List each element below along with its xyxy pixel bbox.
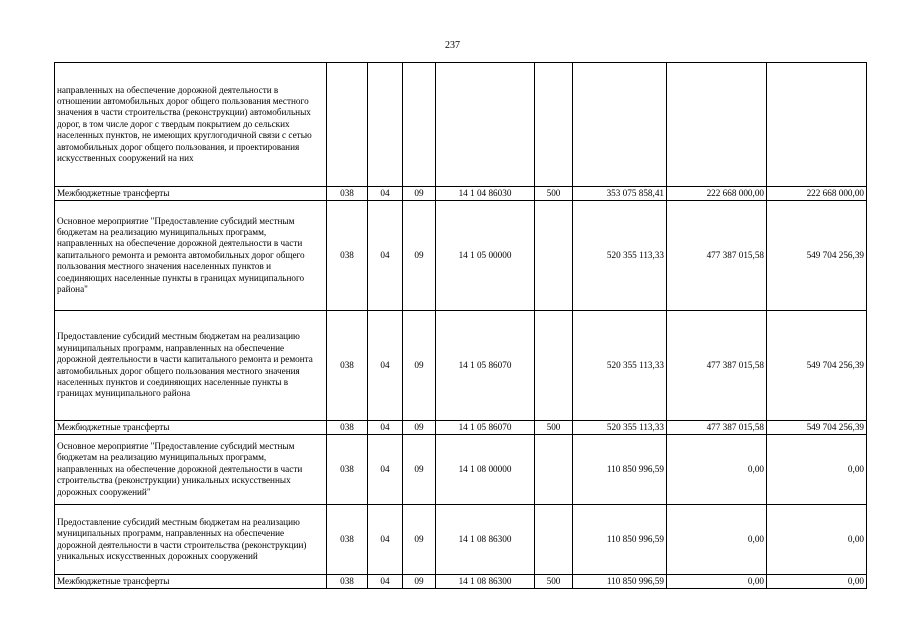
ministry-code-cell bbox=[327, 63, 368, 187]
target-article-cell bbox=[436, 63, 535, 187]
amount-year-1-cell: 353 075 858,41 bbox=[573, 187, 667, 201]
subsection-code-cell: 09 bbox=[403, 421, 436, 435]
amount-year-1-cell: 520 355 113,33 bbox=[573, 201, 667, 311]
expense-type-cell bbox=[535, 505, 573, 575]
amount-year-1-cell: 110 850 996,59 bbox=[573, 505, 667, 575]
section-code-cell: 04 bbox=[368, 201, 403, 311]
amount-year-3-cell: 222 668 000,00 bbox=[767, 187, 867, 201]
target-article-cell: 14 1 05 86070 bbox=[436, 421, 535, 435]
amount-year-1-cell: 520 355 113,33 bbox=[573, 311, 667, 421]
row-name-cell: Основное мероприятие "Предоставление субсидий местным бюджетам на реализацию муниципальных программ, направленных на обеспечение дорожной деятельности в части капитального ремонта и ремонта автомобильных дорог общего пользования местного значения населенных пунктов и соединяющих населенные пункты в границах муниципального района" bbox=[55, 201, 327, 311]
row-name-cell: Предоставление субсидий местным бюджетам на реализацию муниципальных программ, направленных на обеспечение дорожной деятельности в части капитального ремонта и ремонта автомобильных дорог общего пользования местного значения населенных пунктов и соединяющих населенные пункты в границах муниципального района bbox=[55, 311, 327, 421]
amount-year-3-cell: 0,00 bbox=[767, 575, 867, 589]
amount-year-3-cell bbox=[767, 63, 867, 187]
ministry-code-cell: 038 bbox=[327, 505, 368, 575]
amount-year-1-cell bbox=[573, 63, 667, 187]
amount-year-1-cell: 520 355 113,33 bbox=[573, 421, 667, 435]
section-code-cell: 04 bbox=[368, 421, 403, 435]
ministry-code-cell: 038 bbox=[327, 435, 368, 505]
amount-year-3-cell: 0,00 bbox=[767, 505, 867, 575]
row-name-cell: Межбюджетные трансферты bbox=[55, 187, 327, 201]
target-article-cell: 14 1 08 00000 bbox=[436, 435, 535, 505]
section-code-cell: 04 bbox=[368, 311, 403, 421]
subsection-code-cell: 09 bbox=[403, 187, 436, 201]
target-article-cell: 14 1 04 86030 bbox=[436, 187, 535, 201]
ministry-code-cell: 038 bbox=[327, 311, 368, 421]
amount-year-2-cell: 222 668 000,00 bbox=[667, 187, 767, 201]
table-row bbox=[55, 435, 867, 505]
table-row bbox=[55, 505, 867, 575]
section-code-cell: 04 bbox=[368, 187, 403, 201]
subsection-code-cell: 09 bbox=[403, 311, 436, 421]
expense-type-cell bbox=[535, 311, 573, 421]
amount-year-2-cell: 477 387 015,58 bbox=[667, 201, 767, 311]
ministry-code-cell: 038 bbox=[327, 201, 368, 311]
amount-year-1-cell: 110 850 996,59 bbox=[573, 575, 667, 589]
table-row bbox=[55, 311, 867, 421]
ministry-code-cell: 038 bbox=[327, 575, 368, 589]
amount-year-3-cell: 549 704 256,39 bbox=[767, 201, 867, 311]
expense-type-cell: 500 bbox=[535, 421, 573, 435]
table-row bbox=[55, 187, 867, 201]
target-article-cell: 14 1 05 00000 bbox=[436, 201, 535, 311]
amount-year-2-cell: 477 387 015,58 bbox=[667, 421, 767, 435]
row-name-cell: Основное мероприятие "Предоставление субсидий местным бюджетам на реализацию муниципальных программ, направленных на обеспечение дорожной деятельности в части строительства (реконструкции) уникальных искусственных дорожных сооружений" bbox=[55, 435, 327, 505]
table-row bbox=[55, 575, 867, 589]
subsection-code-cell: 09 bbox=[403, 435, 436, 505]
section-code-cell: 04 bbox=[368, 505, 403, 575]
amount-year-2-cell: 0,00 bbox=[667, 435, 767, 505]
amount-year-3-cell: 0,00 bbox=[767, 435, 867, 505]
target-article-cell: 14 1 08 86300 bbox=[436, 505, 535, 575]
section-code-cell: 04 bbox=[368, 575, 403, 589]
table-row bbox=[55, 421, 867, 435]
amount-year-2-cell: 0,00 bbox=[667, 505, 767, 575]
expense-type-cell bbox=[535, 63, 573, 187]
target-article-cell: 14 1 05 86070 bbox=[436, 311, 535, 421]
section-code-cell bbox=[368, 63, 403, 187]
amount-year-2-cell bbox=[667, 63, 767, 187]
amount-year-1-cell: 110 850 996,59 bbox=[573, 435, 667, 505]
expense-type-cell: 500 bbox=[535, 187, 573, 201]
expense-type-cell bbox=[535, 201, 573, 311]
amount-year-3-cell: 549 704 256,39 bbox=[767, 421, 867, 435]
table-body bbox=[55, 63, 867, 589]
table-row bbox=[55, 63, 867, 187]
subsection-code-cell bbox=[403, 63, 436, 187]
amount-year-2-cell: 0,00 bbox=[667, 575, 767, 589]
ministry-code-cell: 038 bbox=[327, 421, 368, 435]
row-name-cell: Межбюджетные трансферты bbox=[55, 575, 327, 589]
budget-table bbox=[54, 62, 867, 589]
row-name-cell: Межбюджетные трансферты bbox=[55, 421, 327, 435]
row-name-cell: направленных на обеспечение дорожной деятельности в отношении автомобильных дорог общего пользования местного значения в части строительства (реконструкции) автомобильных дорог, в том числе дорог с твердым покрытием до сельских населенных пунктов, не имеющих круглогодичной связи с сетью автомобильных дорог общего пользования, и проектирования искусственных сооружений на них bbox=[55, 63, 327, 187]
section-code-cell: 04 bbox=[368, 435, 403, 505]
ministry-code-cell: 038 bbox=[327, 187, 368, 201]
target-article-cell: 14 1 08 86300 bbox=[436, 575, 535, 589]
page-number: 237 bbox=[445, 40, 460, 51]
amount-year-3-cell: 549 704 256,39 bbox=[767, 311, 867, 421]
expense-type-cell: 500 bbox=[535, 575, 573, 589]
subsection-code-cell: 09 bbox=[403, 505, 436, 575]
row-name-cell: Предоставление субсидий местным бюджетам на реализацию муниципальных программ, направленных на обеспечение дорожной деятельности в части строительства (реконструкции) уникальных искусственных дорожных сооружений bbox=[55, 505, 327, 575]
subsection-code-cell: 09 bbox=[403, 201, 436, 311]
table-row bbox=[55, 201, 867, 311]
expense-type-cell bbox=[535, 435, 573, 505]
amount-year-2-cell: 477 387 015,58 bbox=[667, 311, 767, 421]
subsection-code-cell: 09 bbox=[403, 575, 436, 589]
